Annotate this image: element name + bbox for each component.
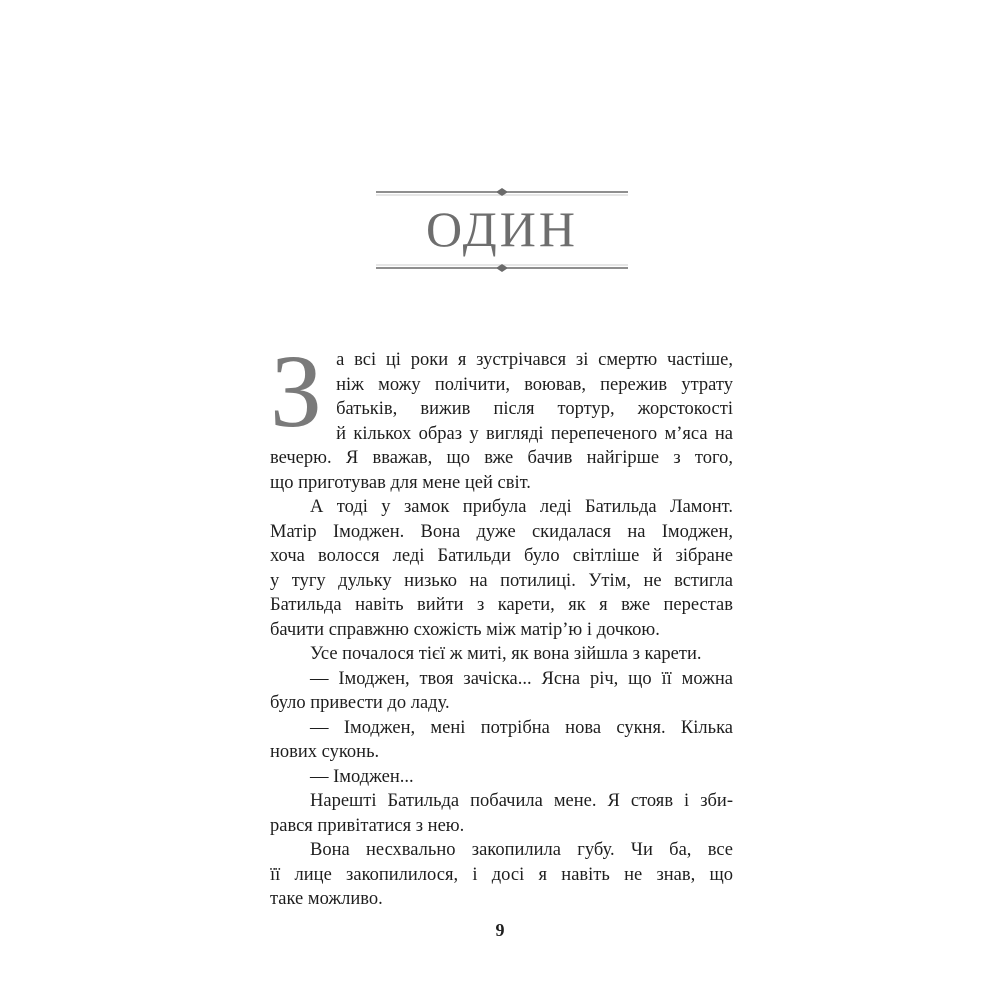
text-line: таке можливо. (270, 889, 383, 909)
drop-cap: З (270, 334, 323, 449)
text-line: — Імоджен... (310, 766, 414, 787)
text-line: її лице закопилилося, і досі я навіть не знав, що (270, 864, 733, 885)
text-line: у тугу дульку низько на потилиці. Утім, не встигла (270, 570, 733, 591)
paragraph-5 (270, 716, 733, 765)
top-ornament-rule (376, 186, 628, 198)
text-line: було привести до ладу. (270, 693, 450, 713)
paragraph-3 (270, 642, 733, 667)
text-line: — Імоджен, твоя зачіска... Ясна річ, що її можна (310, 668, 733, 689)
text-line: Матір Імоджен. Вона дуже скидалася на Імоджен, (270, 521, 733, 542)
paragraph-4 (270, 667, 733, 716)
text-line: Вона несхвально закопилила губу. Чи ба, все (310, 840, 733, 860)
text-line: хоча волосся леді Батильди було світліше й зібране (270, 546, 733, 566)
bottom-ornament-rule (376, 262, 628, 274)
text-line: нових суконь. (270, 742, 380, 762)
paragraph-1 (270, 334, 733, 495)
text-line: — Імоджен, мені потрібна нова сукня. Кілька (310, 717, 733, 738)
paragraph-6 (270, 765, 733, 790)
paragraph-7 (270, 789, 733, 838)
page-number: 9 (495, 920, 505, 940)
paragraph-8 (270, 838, 733, 912)
text-line: Батильда навіть вийти з карети, як я вже перестав (270, 595, 733, 615)
text-line: ніж можу полічити, воював, пережив утрату (336, 374, 733, 395)
chapter-body (270, 334, 733, 912)
text-line: вечерю. Я вважав, що вже бачив найгірше з того, (270, 448, 733, 468)
paragraph-2 (270, 495, 733, 642)
text-line: а всі ці роки я зустрічався зі смертю частіше, (336, 350, 733, 370)
chapter-heading (376, 186, 628, 276)
text-line: А тоді у замок прибула леді Батильда Ламонт. (310, 497, 733, 517)
text-line: й кількох образ у вигляді перепеченого м’яса на (336, 423, 733, 444)
chapter-title: ОДИН (426, 201, 578, 257)
text-line: рався привітатися з нею. (270, 815, 465, 836)
text-line: батьків, вижив після тортур, жорстокості (336, 399, 733, 419)
text-line: що приготував для мене цей світ. (270, 472, 531, 493)
text-line: Усе почалося тієї ж миті, як вона зійшла з карети. (310, 644, 702, 664)
text-line: Нарешті Батильда побачила мене. Я стояв і зби- (310, 791, 733, 811)
text-line: бачити справжню схожість між матір’ю і дочкою. (270, 619, 660, 640)
